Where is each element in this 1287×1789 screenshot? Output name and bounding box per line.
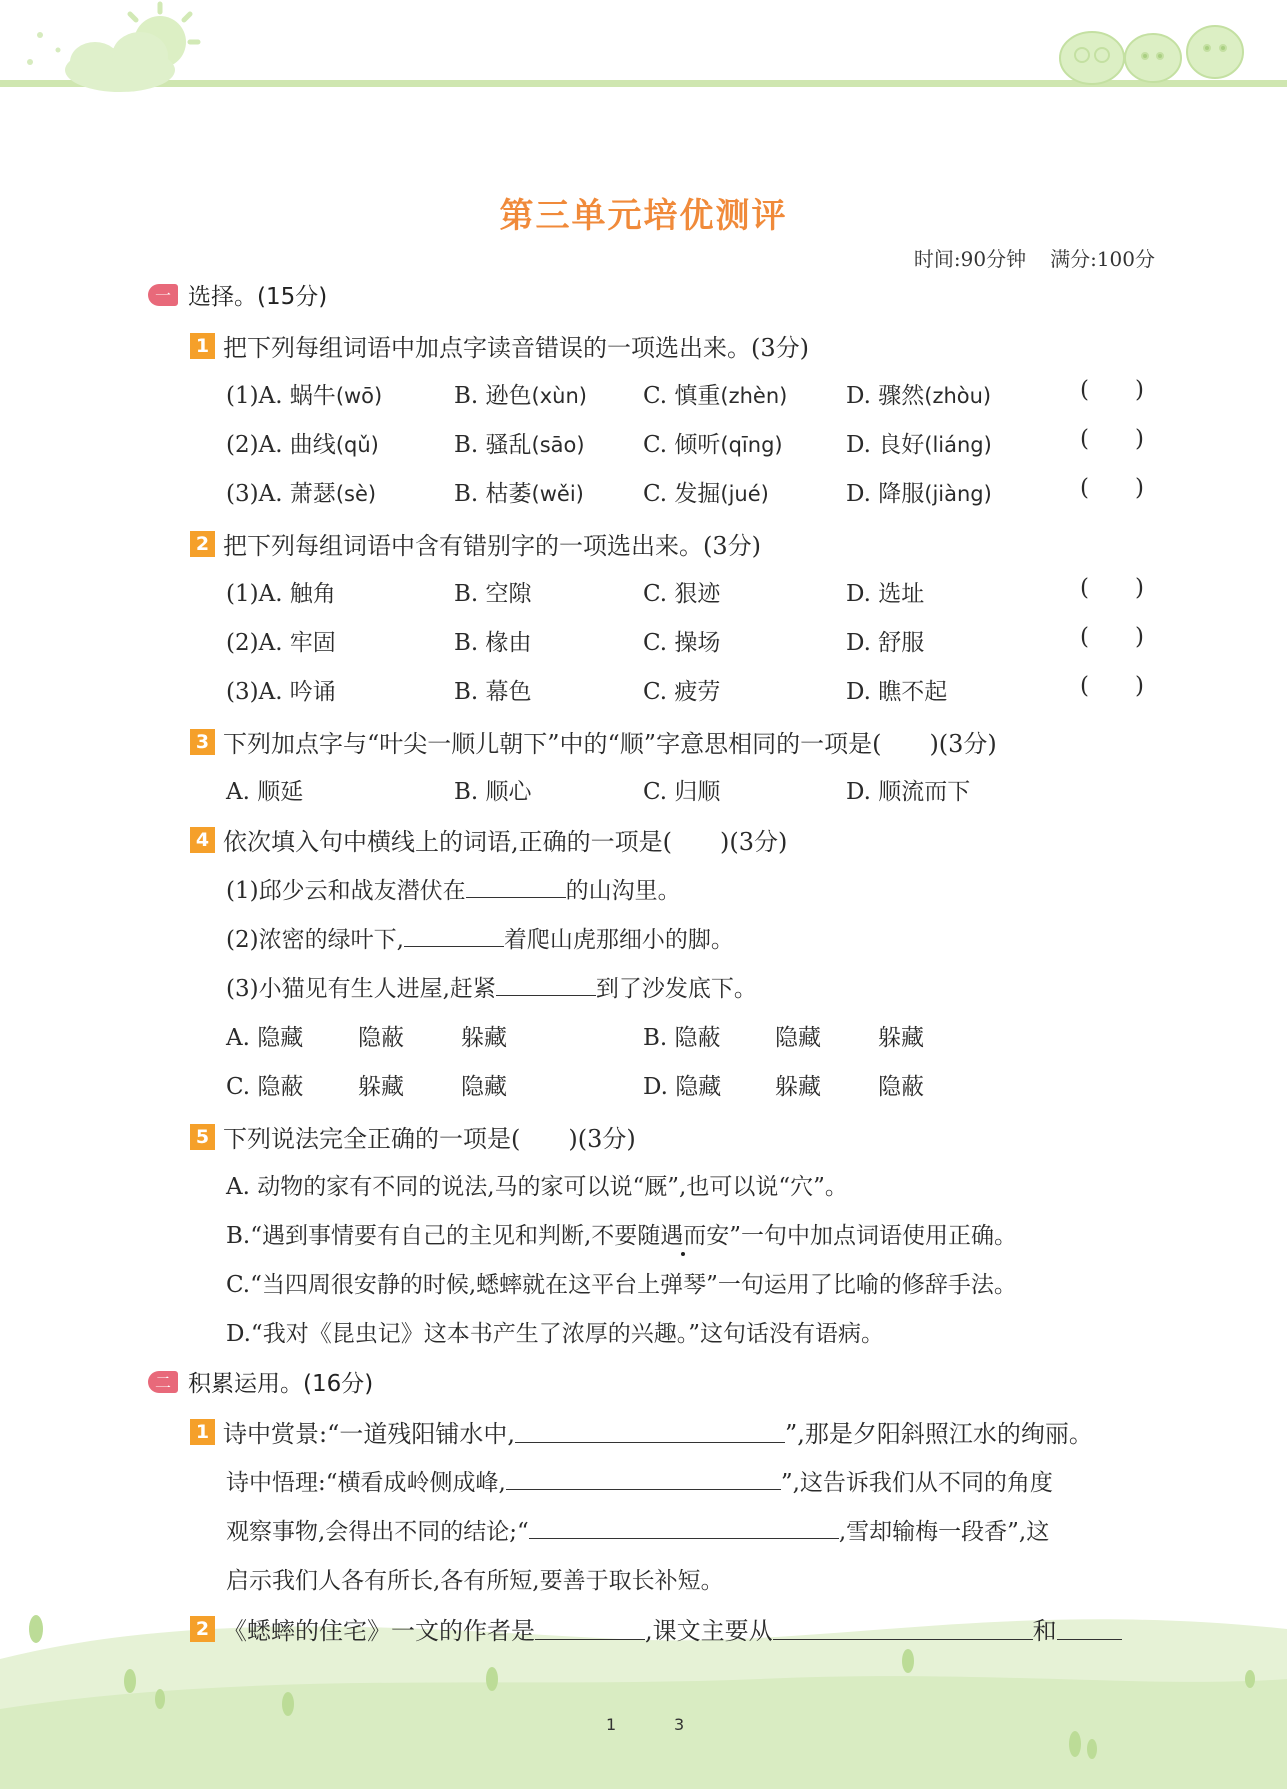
answer-box[interactable]: [1080, 575, 1144, 601]
question-number: 2: [190, 1616, 215, 1642]
fill-blank[interactable]: [529, 1516, 839, 1539]
question-number: 2: [190, 531, 215, 557]
dotted-word: 随遇而安: [637, 1217, 729, 1250]
question-stem: 3 下列加点字与“叶尖一顺儿朝下”中的“顺”字意思相同的一项是( )(3分): [190, 724, 997, 759]
answer-box[interactable]: [1080, 475, 1144, 501]
section-label: 选择。(15分): [188, 284, 328, 310]
sentence-line: 诗中悟理:“横看成岭侧成峰, ”,这告诉我们从不同的角度: [226, 1464, 1053, 1497]
answer-box[interactable]: [1080, 624, 1144, 650]
answer-box[interactable]: [1080, 673, 1144, 699]
question-number: 1: [190, 1419, 215, 1445]
section-header: [148, 1365, 373, 1398]
full-score: 满分:100分: [1050, 247, 1155, 271]
question-stem: 1 诗中赏景:“一道残阳铺水中, ”,那是夕阳斜照江水的绚丽。: [190, 1414, 1093, 1449]
fill-blank[interactable]: [535, 1617, 645, 1640]
question-stem: 1 把下列每组词语中加点字读音错误的一项选出来。(3分): [190, 328, 809, 363]
section-header: [148, 278, 327, 311]
option-line: A. 动物的家有不同的说法,马的家可以说“厩”,也可以说“穴”。: [226, 1174, 848, 1200]
section-badge: 一: [148, 284, 178, 306]
question-stem: 2 《蟋蟀的住宅》一文的作者是 ,课文主要从 和: [190, 1611, 1122, 1646]
fill-blank[interactable]: [515, 1420, 785, 1443]
time-limit: 时间:90分钟: [913, 247, 1027, 271]
sentence-line: 启示我们人各有所长,各有所短,要善于取长补短。: [226, 1568, 724, 1594]
question-stem: 5 下列说法完全正确的一项是( )(3分): [190, 1119, 636, 1154]
star-icon: [27, 32, 61, 65]
option-line: C.“当四周很安静的时候,蟋蟀就在这平台上弹琴”一句运用了比喻的修辞手法。: [226, 1272, 1017, 1298]
sentence-line: (2)浓密的绿叶下, 着爬山虎那细小的脚。: [226, 921, 734, 954]
answer-box[interactable]: [1080, 377, 1144, 403]
header-decoration: [0, 0, 1287, 110]
fill-blank[interactable]: [506, 1467, 781, 1490]
exam-meta: [914, 243, 1155, 272]
fill-blank[interactable]: [1057, 1617, 1122, 1640]
option-line: B.“遇到事情要有自己的主见和判断,不要随遇而安”一句中加点词语使用正确。: [226, 1217, 1017, 1250]
answer-box[interactable]: [1080, 426, 1144, 452]
fill-blank[interactable]: [496, 973, 596, 996]
fill-blank[interactable]: [466, 875, 566, 898]
footer-landscape: [0, 1569, 1287, 1789]
section-badge: 二: [148, 1371, 178, 1393]
question-number: 5: [190, 1124, 215, 1150]
page-title: 第三单元培优测评: [499, 196, 788, 236]
question-number: 1: [190, 333, 215, 359]
question-number: 4: [190, 827, 215, 853]
sentence-line: (3)小猫见有生人进屋,赶紧 到了沙发底下。: [226, 970, 757, 1003]
fill-blank[interactable]: [773, 1617, 1033, 1640]
page-number: 1: [606, 1715, 617, 1734]
option-line: D.“我对《昆虫记》这本书产生了浓厚的兴趣。”这句话没有语病。: [226, 1321, 884, 1347]
animal-faces-icon: [1060, 26, 1243, 84]
sentence-line: 观察事物,会得出不同的结论;“ ,雪却输梅一段香”,这: [226, 1513, 1049, 1546]
question-number: 3: [190, 729, 215, 755]
section-label: 积累运用。(16分): [188, 1371, 374, 1397]
question-stem: 4 依次填入句中横线上的词语,正确的一项是( )(3分): [190, 822, 787, 857]
page-number: 3: [674, 1715, 685, 1734]
cloud-icon: [65, 32, 175, 92]
fill-blank[interactable]: [404, 924, 504, 947]
question-stem: 2 把下列每组词语中含有错别字的一项选出来。(3分): [190, 526, 761, 561]
sentence-line: (1)邱少云和战友潜伏在 的山沟里。: [226, 872, 681, 905]
